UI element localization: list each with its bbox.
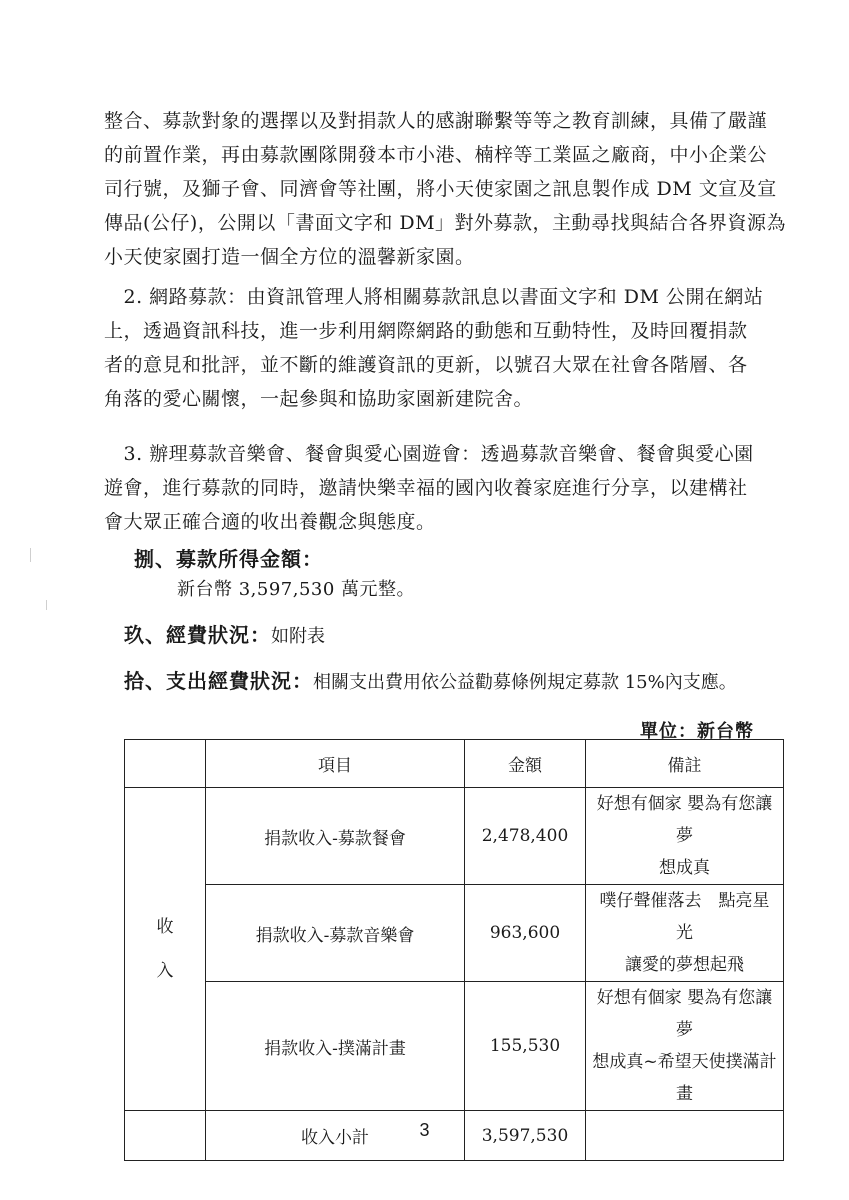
paragraph-fundraising-training bbox=[104, 104, 787, 274]
row-item: 捐款收入-募款餐會 bbox=[206, 788, 465, 885]
paragraph-events bbox=[104, 437, 776, 539]
header-note: 備註 bbox=[586, 740, 784, 788]
text-line: 的前置作業，再由募款團隊開發本市小港、楠梓等工業區之廠商，中小企業公 bbox=[104, 144, 768, 166]
subtotal-amount: 3,597,530 bbox=[465, 1111, 586, 1161]
row-note bbox=[586, 982, 784, 1111]
table-row bbox=[125, 788, 784, 885]
header-category bbox=[125, 740, 206, 788]
section-10-title: 拾、支出經費狀況： bbox=[124, 669, 313, 693]
income-table bbox=[124, 739, 784, 1161]
category-char: 入 bbox=[156, 961, 174, 981]
text-line: 司行號，及獅子會、同濟會等社團，將小天使家園之訊息製作成 DM 文宣及宣 bbox=[104, 178, 777, 200]
section-8-body: 新台幣 3,597,530 萬元整。 bbox=[177, 579, 416, 600]
text-line: 小天使家園打造一個全方位的溫馨新家園。 bbox=[104, 246, 475, 268]
row-note bbox=[586, 788, 784, 885]
subtotal-item: 收入小計 bbox=[206, 1111, 465, 1161]
section-9-body: 如附表 bbox=[271, 626, 325, 647]
header-amount: 金額 bbox=[465, 740, 586, 788]
table-row bbox=[125, 982, 784, 1111]
note-line: 想成真 bbox=[659, 858, 710, 878]
row-item: 捐款收入-撲滿計畫 bbox=[206, 982, 465, 1111]
text-line: 者的意見和批評，並不斷的維護資訊的更新，以號召大眾在社會各階層、各 bbox=[104, 354, 748, 376]
row-amount: 2,478,400 bbox=[465, 788, 586, 885]
text-line: 2. 網路募款：由資訊管理人將相關募款訊息以書面文字和 DM 公開在網站 bbox=[104, 286, 764, 308]
text-line: 會大眾正確合適的收出養觀念與態度。 bbox=[104, 511, 436, 533]
row-amount: 155,530 bbox=[465, 982, 586, 1111]
paragraph-online-fundraising bbox=[104, 280, 776, 416]
section-8-heading bbox=[134, 543, 323, 572]
category-income bbox=[125, 788, 206, 1111]
text-line: 整合、募款對象的選擇以及對捐款人的感謝聯繫等等之教育訓練，具備了嚴謹 bbox=[104, 110, 768, 132]
page-number: 3 bbox=[419, 1120, 430, 1140]
table-row bbox=[125, 885, 784, 982]
currency-unit: 單位：新台幣 bbox=[640, 721, 754, 742]
section-8-title: 捌、募款所得金額： bbox=[134, 547, 323, 571]
note-line: 好想有個家 嬰為有您讓夢 bbox=[596, 988, 773, 1040]
category-char: 收 bbox=[156, 917, 174, 937]
text-line: 遊會，進行募款的同時，邀請快樂幸福的國內收養家庭進行分享，以建構社 bbox=[104, 477, 748, 499]
scan-mark bbox=[30, 548, 31, 562]
table-header-row bbox=[125, 740, 784, 788]
text-line: 角落的愛心關懷，一起參與和協助家園新建院舍。 bbox=[104, 388, 534, 410]
section-9-heading bbox=[124, 619, 325, 648]
note-line: 想成真~希望天使撲滿計畫 bbox=[592, 1052, 777, 1104]
text-line: 傳品(公仔)，公開以「書面文字和 DM」對外募款，主動尋找與結合各界資源為 bbox=[104, 212, 787, 234]
section-10-heading bbox=[124, 665, 737, 694]
section-10-body: 相關支出費用依公益勸募條例規定募款 15%內支應。 bbox=[313, 672, 737, 693]
section-9-title: 玖、經費狀況： bbox=[124, 623, 271, 647]
row-item: 捐款收入-募款音樂會 bbox=[206, 885, 465, 982]
scan-mark bbox=[46, 600, 47, 610]
row-amount: 963,600 bbox=[465, 885, 586, 982]
header-item: 項目 bbox=[206, 740, 465, 788]
note-line: 好想有個家 嬰為有您讓夢 bbox=[596, 794, 773, 846]
note-line: 噗仔聲催落去 點亮星光 bbox=[599, 891, 770, 943]
row-note bbox=[586, 885, 784, 982]
note-line: 讓愛的夢想起飛 bbox=[625, 955, 744, 975]
text-line: 3. 辦理募款音樂會、餐會與愛心園遊會：透過募款音樂會、餐會與愛心園 bbox=[104, 443, 754, 465]
text-line: 上，透過資訊科技，進一步利用網際網路的動態和互動特性，及時回覆捐款 bbox=[104, 320, 748, 342]
